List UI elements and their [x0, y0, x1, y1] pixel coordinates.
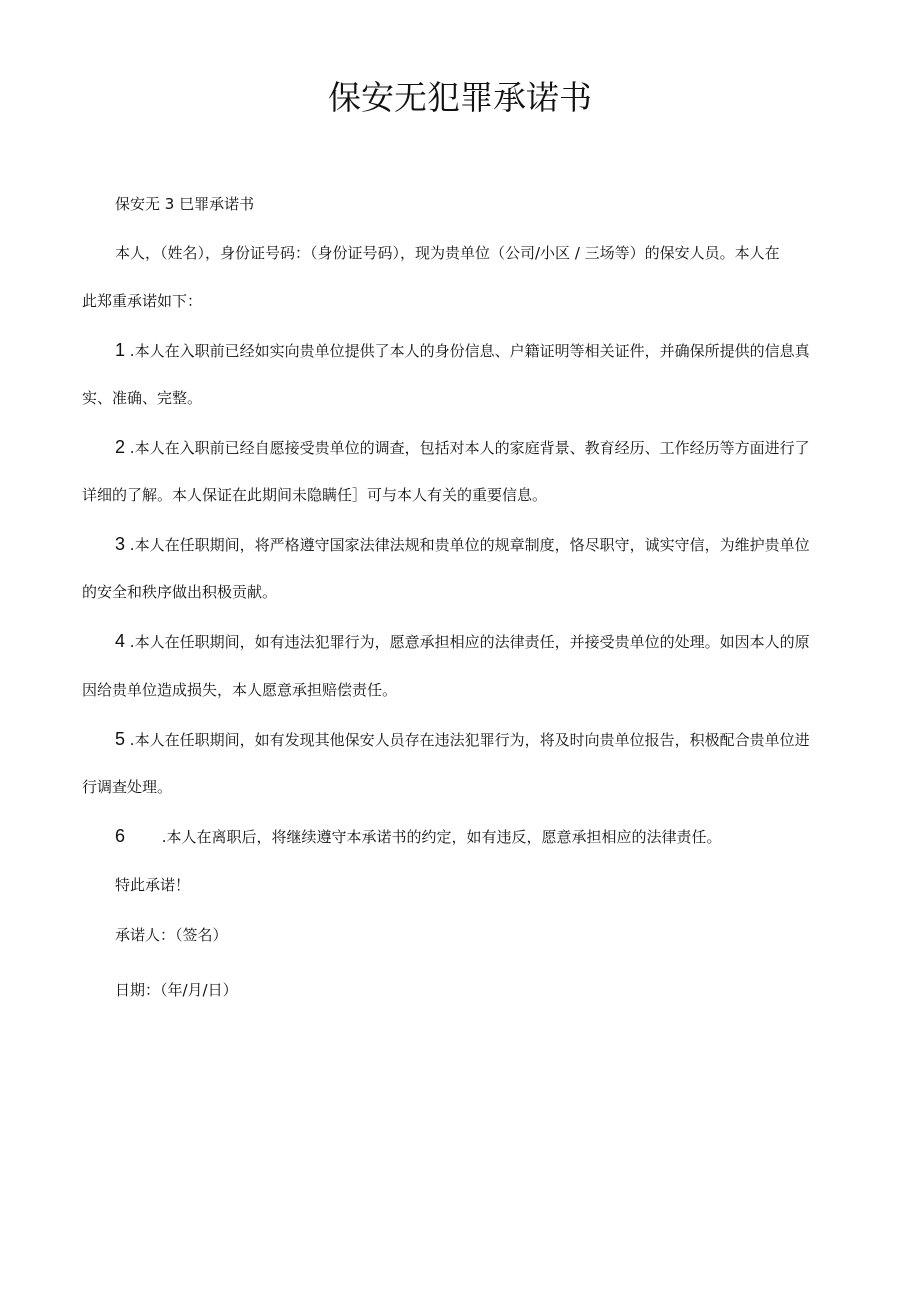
item-1-line-2: 实、准确、完整。 — [82, 389, 203, 407]
item-1-number: 1 — [115, 340, 126, 360]
signer-line: 承诺人：（签名） — [115, 926, 228, 944]
item-3-line-2: 的安全和秩序做出积极贡献。 — [82, 583, 278, 601]
document-subtitle: 保安无 3 巳罪承诺书 — [115, 195, 255, 213]
item-2-text: .本人在入职前已经自愿接受贵单位的调查，包括对本人的家庭背景、教育经历、工作经历等方面进行了 — [129, 439, 810, 457]
item-5-number: 5 — [115, 729, 126, 749]
item-5-line-2: 行调查处理。 — [82, 778, 173, 796]
item-3-text: .本人在任职期间，将严格遵守国家法律法规和贵单位的规章制度，恪尽职守，诚实守信，为维护贵单位 — [129, 536, 810, 554]
item-4-number: 4 — [115, 631, 126, 651]
item-5-line-1 — [115, 728, 810, 751]
item-4-text: .本人在任职期间，如有违法犯罪行为，愿意承担相应的法律责任，并接受贵单位的处理。如因本人的原 — [129, 633, 810, 651]
item-3-line-1 — [115, 533, 810, 556]
closing-text: 特此承诺！ — [115, 876, 191, 894]
item-6-line-1 — [115, 825, 722, 848]
item-6-number: 6 — [115, 826, 126, 846]
item-5-text: .本人在任职期间，如有发现其他保安人员存在违法犯罪行为，将及时向贵单位报告，积极配合贵单位进 — [129, 731, 810, 749]
intro-line-1: 本人，（姓名），身份证号码：（身份证号码），现为贵单位（公司/小区 / 三场等）的保安人员。本人在 — [115, 244, 780, 262]
item-6-text: .本人在离职后，将继续遵守本承诺书的约定，如有违反，愿意承担相应的法律责任。 — [161, 828, 722, 846]
item-2-line-1 — [115, 436, 810, 459]
item-2-number: 2 — [115, 437, 126, 457]
document-title: 保安无犯罪承诺书 — [328, 78, 592, 117]
item-3-number: 3 — [115, 534, 126, 554]
item-1-line-1 — [115, 339, 810, 362]
date-line: 日期：（年/月/日） — [115, 981, 238, 999]
item-4-line-1 — [115, 630, 810, 653]
item-2-line-2: 详细的了解。本人保证在此期间未隐瞒任］可与本人有关的重要信息。 — [82, 486, 548, 504]
intro-line-2: 此郑重承诺如下： — [82, 292, 203, 310]
item-4-line-2: 因给贵单位造成损失，本人愿意承担赔偿责任。 — [82, 681, 398, 699]
item-1-text: .本人在入职前已经如实向贵单位提供了本人的身份信息、户籍证明等相关证件，并确保所提供的信息真 — [129, 342, 810, 360]
